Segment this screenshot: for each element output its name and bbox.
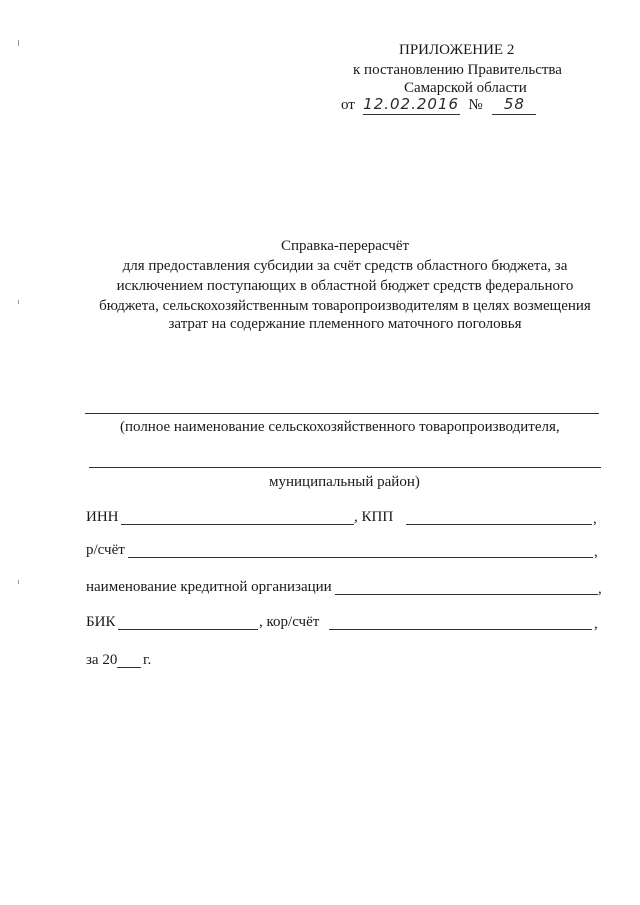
appendix-title: ПРИЛОЖЕНИЕ 2 <box>399 42 515 58</box>
year-field[interactable] <box>117 667 141 668</box>
year-suffix-label: г. <box>143 652 152 668</box>
appendix-date-number-row <box>341 94 536 116</box>
producer-name-line[interactable] <box>85 413 599 414</box>
scan-edge-mark <box>18 300 19 304</box>
document-subtitle-line: для предоставления субсидии за счёт средств областного бюджета, за <box>122 258 568 274</box>
appendix-number-field: 58 <box>492 94 536 115</box>
settlement-account-label: р/счёт <box>86 542 125 558</box>
producer-name-caption: (полное наименование сельскохозяйственного товаропроизводителя, <box>120 419 560 435</box>
year-prefix-label: за 20 <box>86 652 118 668</box>
bank-name-label: наименование кредитной организации <box>86 579 332 595</box>
inn-field[interactable] <box>121 524 354 525</box>
bank-name-field[interactable] <box>335 594 598 595</box>
district-caption: муниципальный район) <box>269 474 420 490</box>
document-title: Справка-перерасчёт <box>280 238 410 254</box>
line-end-comma: , <box>594 616 598 632</box>
document-subtitle-line: бюджета, сельскохозяйственным товаропроизводителям в целях возмещения <box>99 298 591 314</box>
line-end-comma: , <box>593 511 597 527</box>
kpp-label: , КПП <box>354 509 394 525</box>
settlement-account-field[interactable] <box>128 557 593 558</box>
appendix-decree-line: к постановлению Правительства <box>353 62 562 78</box>
appendix-date-field: 12.02.2016 <box>363 95 460 113</box>
inn-label: ИНН <box>86 509 119 525</box>
bik-label: БИК <box>86 614 116 630</box>
appendix-from-label: от <box>341 97 355 113</box>
scan-edge-mark <box>18 40 19 46</box>
correspondent-account-label: , кор/счёт <box>259 614 320 630</box>
line-end-comma: , <box>594 544 598 560</box>
line-end-comma: , <box>598 581 602 597</box>
kpp-field[interactable] <box>406 524 592 525</box>
appendix-region-line: Самарской области <box>404 80 527 96</box>
bik-field[interactable] <box>118 629 258 630</box>
correspondent-account-field[interactable] <box>329 629 592 630</box>
document-subtitle-line: исключением поступающих в областной бюджет средств федерального <box>116 278 574 294</box>
document-subtitle-line: затрат на содержание племенного маточного поголовья <box>168 316 522 332</box>
appendix-number-label: № <box>468 97 483 113</box>
district-line[interactable] <box>89 467 601 468</box>
scan-edge-mark <box>18 580 19 584</box>
